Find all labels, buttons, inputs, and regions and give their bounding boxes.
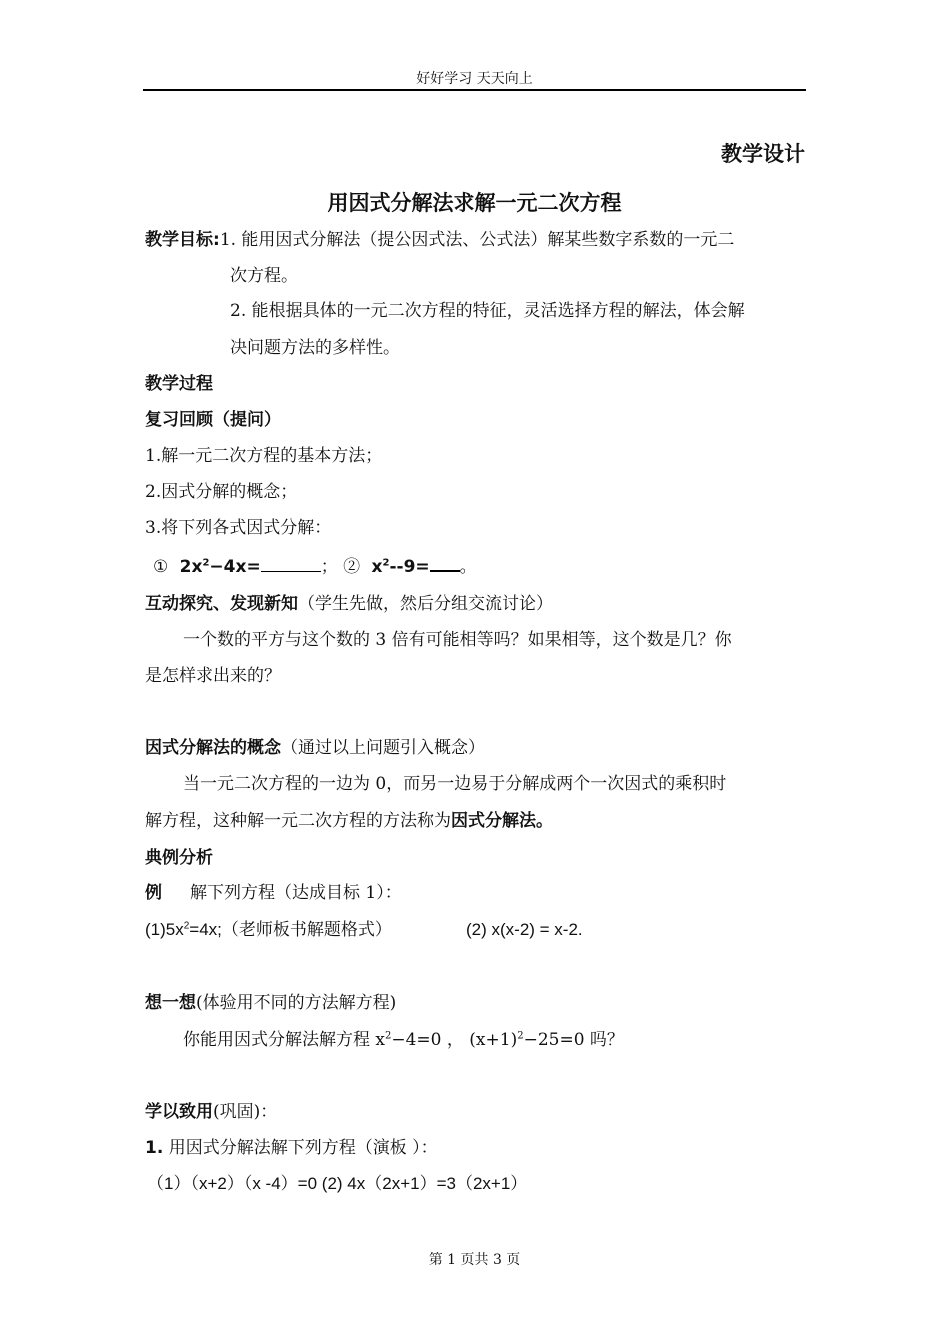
exercise-1-blank: [261, 555, 321, 572]
doc-type-label: 教学设计: [721, 142, 805, 166]
header-rule: [143, 89, 806, 91]
think-note: (体验用不同的方法解方程): [196, 993, 397, 1013]
example-eq-2: (2) x(x-2) = x-2.: [466, 920, 583, 939]
apply-line-2: （1）（x+2）（x -4）=0 (2) 4x（2x+1）=3（2x+1）: [147, 1174, 528, 1193]
goals-line-1: [145, 228, 734, 252]
exercise-2-expression: $x^2--9=$: [371, 557, 430, 577]
concept-line-1: 当一元二次方程的一边为 0，而另一边易于分解成两个一次因式的乘积时: [183, 774, 727, 794]
goal-1-line-1: 1. 能用因式分解法（提公因式法、公式法）解某些数字系数的一元二: [219, 230, 735, 250]
apply-line-1: 1. 用因式分解法解下列方程（演板 ）：: [145, 1138, 438, 1158]
explore-heading-line: [145, 592, 553, 616]
exercise-1-expression: $2x^2-4x=$: [179, 557, 261, 577]
review-q1: 1.解一元二次方程的基本方法；: [145, 446, 383, 466]
explore-line-1: 一个数的平方与这个数的 3 倍有可能相等吗？如果相等，这个数是几？你: [183, 630, 732, 650]
concept-line-2: 解方程，这种解一元二次方程的方法称为因式分解法。: [145, 811, 553, 831]
exercise-2-blank: [430, 554, 460, 572]
page-header: 好好学习 天天向上: [416, 71, 533, 87]
page-footer: 第 1 页共 3 页: [428, 1252, 521, 1268]
example-eq-1: $(1)5x^2=4x$;: [145, 920, 222, 939]
review-heading: 复习回顾（提问）: [145, 410, 281, 430]
example-line: [145, 881, 402, 905]
explore-note: （学生先做，然后分组交流讨论）: [298, 594, 553, 614]
think-heading-line: [145, 991, 396, 1015]
explore-line-2: 是怎样求出来的？: [145, 666, 281, 686]
review-q2: 2.因式分解的概念；: [145, 482, 298, 502]
apply-heading-line: [145, 1100, 277, 1124]
concept-heading: 因式分解法的概念: [145, 738, 281, 758]
think-question: 你能用因式分解法解方程 $x^2-4=0$ ， $(x+1)^2-25=0$ 吗？: [183, 1030, 624, 1050]
goal-2-line-1: 2. 能根据具体的一元二次方程的特征，灵活选择方程的解法，体会解: [230, 301, 745, 321]
exercise-2-number: ②: [343, 557, 361, 577]
review-q3: 3.将下列各式因式分解：: [145, 518, 332, 538]
page-title: 用因式分解法求解一元二次方程: [327, 191, 622, 215]
concept-heading-line: [145, 736, 485, 760]
goals-label: 教学目标:: [145, 230, 220, 250]
goal-2-line-2: 决问题方法的多样性。: [230, 338, 400, 358]
explore-heading: 互动探究、发现新知: [145, 594, 298, 614]
review-exercises: ① $2x^2-4x=$ ； ② $x^2--9=$ 。: [153, 554, 477, 579]
concept-note: （通过以上问题引入概念）: [281, 738, 485, 758]
example-equations: [145, 918, 392, 942]
goal-1-line-2: 次方程。: [230, 266, 298, 286]
exercise-1-number: ①: [153, 557, 169, 577]
example-label: 例: [145, 883, 162, 903]
apply-heading: 学以致用: [145, 1102, 213, 1122]
examples-heading: 典例分析: [145, 848, 213, 868]
example-eq-1-note: （老师板书解题格式）: [221, 920, 392, 940]
apply-note: (巩固)：: [213, 1102, 278, 1122]
think-heading: 想一想: [145, 993, 196, 1013]
example-text: 解下列方程（达成目标 1）：: [190, 883, 402, 903]
process-heading: 教学过程: [145, 374, 213, 394]
concept-term: 因式分解法。: [451, 811, 553, 831]
